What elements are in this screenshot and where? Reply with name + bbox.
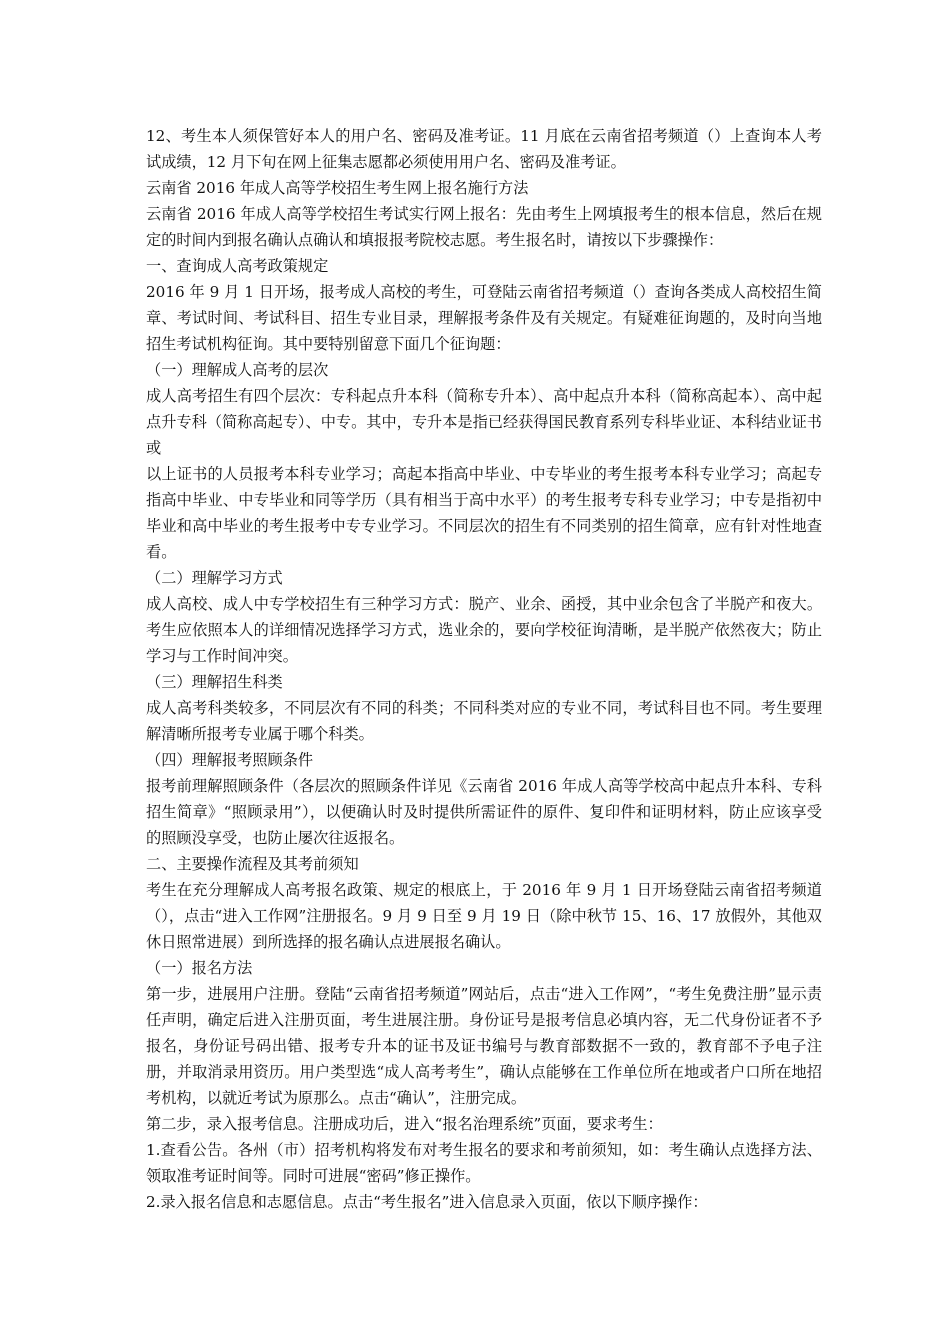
subsection-heading: （一）报名方法 xyxy=(146,959,253,977)
subsection-heading: （三）理解招生科类 xyxy=(146,673,283,691)
paragraph: 考生在充分理解成人高考报名政策、规定的根底上，于 2016 年 9 月 1 日开场登陆云南省招考频道（），点击“进入工作网”注册报名。9 月 9 日至 9 月 19 日（除中秋节 15、16、17 放假外，其他双休日照常进展）到所选择的报名确认点进展报名确认。 xyxy=(146,881,822,951)
paragraph: 2.录入报名信息和志愿信息。点击“考生报名”进入信息录入页面，依以下顺序操作： xyxy=(146,1193,708,1211)
paragraph: 云南省 2016 年成人高等学校招生考生网上报名施行方法 xyxy=(146,179,529,197)
paragraph: 成人高校、成人中专学校招生有三种学习方式：脱产、业余、函授，其中业余包含了半脱产和夜大。考生应依照本人的详细情况选择学习方式，选业余的，要向学校征询清晰，是半脱产依然夜大；防止学习与工作时间冲突。 xyxy=(146,595,822,665)
paragraph: 第一步，进展用户注册。登陆“云南省招考频道”网站后，点击“进入工作网”，“考生免费注册”显示责任声明，确定后进入注册页面，考生进展注册。身份证号是报考信息必填内容，无二代身份证者不予报名，身份证号码出错、报考专升本的证书及证书编号与教育部数据不一致的，教育部不予电子注册，并取消录用资历。用户类型选“成人高考考生”，确认点能够在工作单位所在地或者户口所在地招考机构，以就近考试为原那么。点击“确认”，注册完成。 xyxy=(146,985,822,1107)
paragraph: 以上证书的人员报考本科专业学习；高起本指高中毕业、中专毕业的考生报考本科专业学习；高起专指高中毕业、中专毕业和同等学历（具有相当于高中水平）的考生报考专科专业学习；中专是指初中毕业和高中毕业的考生报考中专专业学习。不同层次的招生有不同类别的招生简章，应有针对性地查看。 xyxy=(146,465,822,561)
subsection-heading: （四）理解报考照顾条件 xyxy=(146,751,314,769)
section-heading: 二、主要操作流程及其考前须知 xyxy=(146,855,359,873)
paragraph: 成人高考招生有四个层次：专科起点升本科（简称专升本）、高中起点升本科（简称高起本）、高中起点升专科（简称高起专）、中专。其中，专升本是指已经获得国民教育系列专科毕业证、本科结业证书或 xyxy=(146,387,822,457)
subsection-heading: （一）理解成人高考的层次 xyxy=(146,361,329,379)
subsection-heading: （二）理解学习方式 xyxy=(146,569,283,587)
paragraph: 成人高考科类较多，不同层次有不同的科类；不同科类对应的专业不同，考试科目也不同。考生要理解清晰所报考专业属于哪个科类。 xyxy=(146,699,822,743)
paragraph: 12、考生本人须保管好本人的用户名、密码及准考证。11 月底在云南省招考频道（）上查询本人考试成绩，12 月下旬在网上征集志愿都必须使用用户名、密码及准考证。 xyxy=(146,127,822,171)
document-body xyxy=(146,123,822,1215)
paragraph: 第二步，录入报考信息。注册成功后，进入“报名治理系统”页面，要求考生： xyxy=(146,1115,663,1133)
paragraph: 云南省 2016 年成人高等学校招生考试实行网上报名：先由考生上网填报考生的根本信息，然后在规定的时间内到报名确认点确认和填报报考院校志愿。考生报名时，请按以下步骤操作： xyxy=(146,205,822,249)
paragraph: 1.查看公告。各州（市）招考机构将发布对考生报名的要求和考前须知，如：考生确认点选择方法、领取准考证时间等。同时可进展“密码”修正操作。 xyxy=(146,1141,822,1185)
section-heading: 一、查询成人高考政策规定 xyxy=(146,257,329,275)
paragraph: 报考前理解照顾条件（各层次的照顾条件详见《云南省 2016 年成人高等学校高中起点升本科、专科招生简章》“照顾录用”），以便确认时及时提供所需证件的原件、复印件和证明材料，防止应该享受的照顾没享受，也防止屡次往返报名。 xyxy=(146,777,822,847)
paragraph: 2016 年 9 月 1 日开场，报考成人高校的考生，可登陆云南省招考频道（）查询各类成人高校招生简章、考试时间、考试科目、招生专业目录，理解报考条件及有关规定。有疑难征询题的，及时向当地招生考试机构征询。其中要特别留意下面几个征询题： xyxy=(146,283,822,353)
